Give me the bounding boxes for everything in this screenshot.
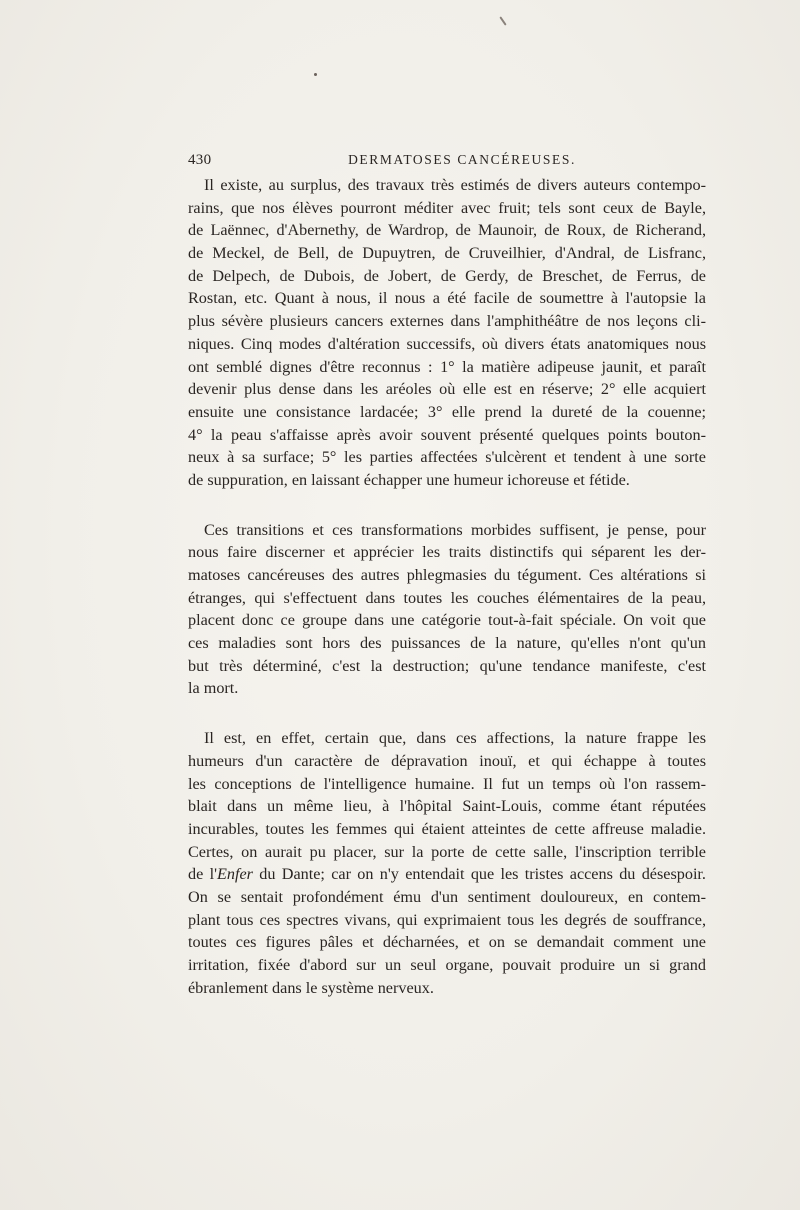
text-line: plant tous ces spectres vivans, qui exprimaient tous les degrés de souffrance, (188, 910, 706, 929)
text-line: les conceptions de l'intelligence humaine. Il fut un temps où l'on rassem- (188, 774, 706, 793)
text-line: Il est, en effet, certain que, dans ces affections, la nature frappe les (204, 729, 706, 748)
text-line: but très déterminé, c'est la destruction; qu'une tendance manifeste, c'est (188, 656, 706, 675)
text-line: de Laënnec, d'Abernethy, de Wardrop, de Maunoir, de Roux, de Richerand, (188, 221, 706, 240)
text-line: humeurs d'un caractère de dépravation inouï, et qui échappe à toutes (188, 751, 706, 770)
paper-speck (314, 73, 317, 76)
text-line: de l'Enfer du Dante; car on n'y entendait que les tristes accens du désespoir. (188, 865, 706, 884)
text-line: irritation, fixée d'abord sur un seul organe, pouvait produire un si grand (188, 956, 706, 974)
running-head: DERMATOSES CANCÉREUSES. (348, 152, 576, 167)
text-line: neux à sa surface; 5° les parties affectées s'ulcèrent et tendent à une sorte (188, 448, 706, 467)
text-line: de Delpech, de Dubois, de Jobert, de Gerdy, de Breschet, de Ferrus, de (188, 266, 706, 285)
text-line: Certes, on aurait pu placer, sur la porte de cette salle, l'inscription terrible (188, 842, 706, 861)
text-line: ont semblé dignes d'être reconnus : 1° la matière adipeuse jaunit, et paraît (188, 357, 706, 376)
text-line: devenir plus dense dans les aréoles où elle est en réserve; 2° elle acquiert (188, 380, 706, 399)
text-line: toutes ces figures pâles et décharnées, et on se demandait comment une (188, 933, 706, 952)
paper-speck (499, 16, 506, 25)
text-line: plus sévère plusieurs cancers externes dans l'amphithéâtre de nos leçons cli- (188, 312, 706, 331)
text-line: rains, que nos élèves pourront méditer avec fruit; tels sont ceux de Bayle, (188, 198, 706, 217)
italic-title: Enfer (217, 865, 253, 884)
paragraph (188, 727, 706, 999)
text-line: Rostan, etc. Quant à nous, il nous a été facile de soumettre à l'autopsie la (188, 289, 706, 308)
text-line: incurables, toutes les femmes qui étaient atteintes de cette affreuse maladie. (188, 819, 706, 838)
text-line: de suppuration, en laissant échapper une humeur ichoreuse et fétide. (188, 470, 630, 489)
text-line: placent donc ce groupe dans une catégorie tout-à-fait spéciale. On voit que (188, 611, 706, 630)
page-number: 430 (188, 152, 212, 168)
text-line: ensuite une consistance lardacée; 3° elle prend la dureté de la couenne; (188, 402, 706, 421)
paragraph (188, 174, 706, 492)
text-line: niques. Cinq modes d'altération successifs, où divers états anatomiques nous (188, 334, 706, 353)
text-line: ébranlement dans le système nerveux. (188, 978, 434, 997)
text-line: ces maladies sont hors des puissances de la nature, qu'elles n'ont qu'un (188, 634, 706, 653)
text-line: étranges, qui s'effectuent dans toutes les couches élémentaires de la peau, (188, 588, 706, 607)
text-line: la mort. (188, 679, 239, 698)
paragraph (188, 519, 706, 701)
body-text (188, 174, 706, 999)
page-header (188, 152, 706, 172)
text-line: matoses cancéreuses des autres phlegmasies du tégument. Ces altérations si (188, 566, 706, 584)
text-line: Il existe, au surplus, des travaux très estimés de divers auteurs contempo- (204, 176, 706, 194)
text-line: Ces transitions et ces transformations morbides suffisent, je pense, pour (204, 520, 706, 539)
paragraph-gap (188, 492, 706, 519)
text-line: 4° la peau s'affaisse après avoir souvent présenté quelques points bouton- (188, 425, 706, 444)
text-line: de Meckel, de Bell, de Dupuytren, de Cruveilhier, d'Andral, de Lisfranc, (188, 244, 706, 263)
text-line: blait dans un même lieu, à l'hôpital Saint-Louis, comme étant réputées (188, 797, 706, 816)
text-line: On se sentait profondément ému d'un sentiment douloureux, en contem- (188, 887, 706, 906)
paragraph-gap (188, 700, 706, 727)
text-line: nous faire discerner et apprécier les traits distinctifs qui séparent les der- (188, 543, 706, 562)
